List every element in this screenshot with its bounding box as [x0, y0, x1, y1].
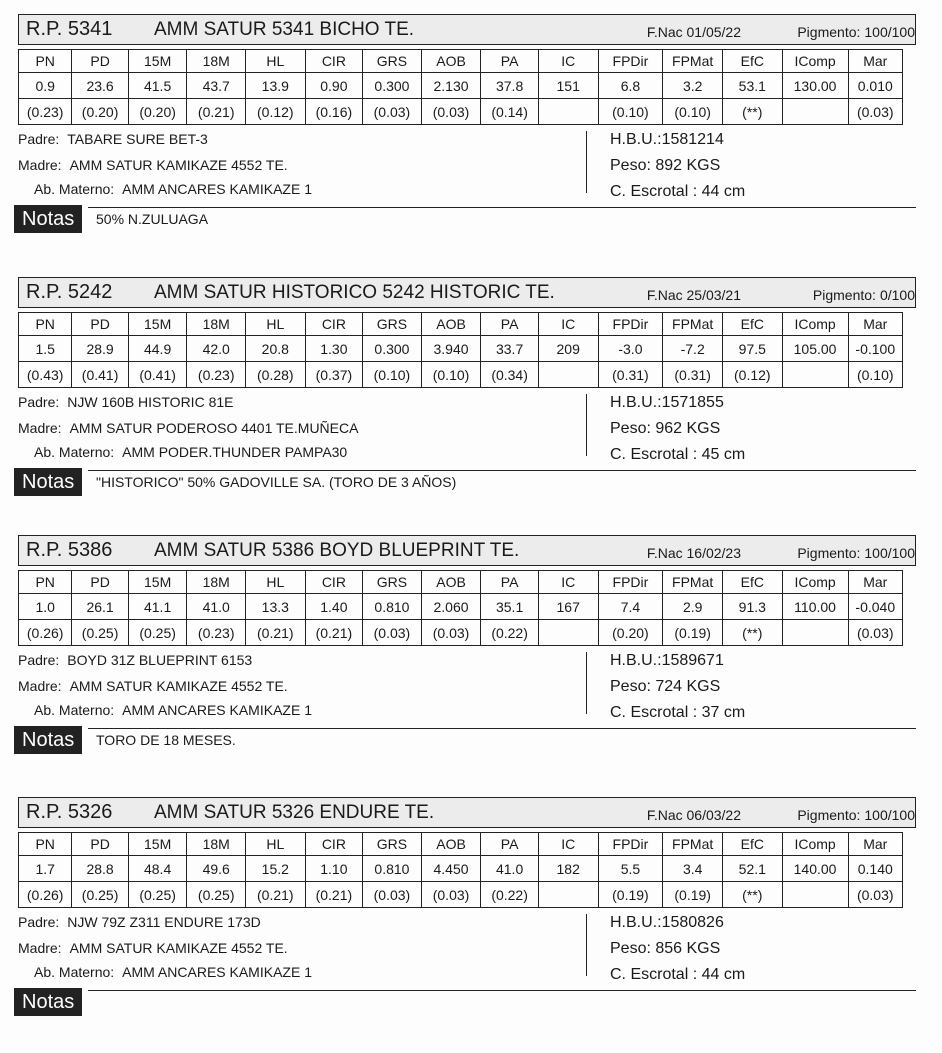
notes-row: [0, 728, 942, 762]
weight: Peso: 856 KGS: [610, 940, 721, 957]
epd-value-hl: 13.9: [245, 73, 305, 99]
pigment-label: Pigmento:: [797, 807, 861, 823]
birth-date: F.Nac 01/05/22: [646, 24, 741, 40]
epd-accuracy-ic: [538, 882, 598, 908]
record-title-bar: [18, 14, 916, 45]
epd-value-fpmat: 3.2: [663, 73, 723, 99]
epd-value-grs: 0.810: [363, 856, 422, 882]
epd-accuracy-fpdir: (0.19): [598, 882, 663, 908]
epd-header-fpmat: FPMat: [663, 50, 723, 73]
scrotal-circumference: C. Escrotal : 37 cm: [610, 704, 746, 721]
record-title-bar: [18, 797, 916, 828]
epd-accuracy-grs: (0.03): [363, 99, 422, 125]
epd-header-row: [19, 833, 903, 856]
epd-header-hl: HL: [245, 50, 305, 73]
epd-header-aob: AOB: [421, 50, 481, 73]
epd-value-grs: 0.300: [363, 336, 422, 362]
notes-divider: [88, 728, 916, 729]
epd-accuracy-efc: (0.12): [722, 362, 782, 388]
epd-value-pn: 1.5: [19, 336, 72, 362]
epd-value-icomp: 130.00: [782, 73, 848, 99]
epd-value-efc: 97.5: [722, 336, 782, 362]
epd-accuracy-hl: (0.12): [245, 99, 305, 125]
epd-header-fpdir: FPDir: [598, 313, 663, 336]
notes-divider: [88, 207, 916, 208]
pigment-label: Pigmento:: [797, 24, 861, 40]
scrotal-circumference: C. Escrotal : 45 cm: [610, 446, 746, 463]
epd-header-fpdir: FPDir: [598, 50, 663, 73]
epd-header-efc: EfC: [722, 571, 782, 594]
epd-header-fpmat: FPMat: [663, 571, 723, 594]
pigment-label: Pigmento:: [812, 287, 876, 303]
epd-values-row: [19, 336, 903, 362]
epd-value-pn: 1.7: [19, 856, 72, 882]
epd-accuracy-18m: (0.23): [187, 620, 246, 646]
rp-number: R.P. 5341: [26, 18, 113, 40]
epd-value-hl: 20.8: [245, 336, 305, 362]
epd-accuracy-hl: (0.21): [245, 882, 305, 908]
sire-line: [18, 914, 261, 930]
epd-value-18m: 42.0: [187, 336, 246, 362]
epd-value-18m: 41.0: [187, 594, 246, 620]
epd-accuracy-15m: (0.20): [128, 99, 187, 125]
notes-label: Notas: [14, 726, 82, 754]
epd-table: [18, 312, 903, 388]
maternal-grandsire-label: Ab. Materno:: [34, 444, 115, 460]
pedigree-info: [0, 388, 942, 470]
sire-line: [18, 394, 234, 410]
epd-value-pd: 28.9: [72, 336, 128, 362]
epd-value-pa: 35.1: [481, 594, 539, 620]
epd-header-pa: PA: [481, 50, 539, 73]
epd-accuracy-grs: (0.03): [363, 620, 422, 646]
epd-value-18m: 49.6: [187, 856, 246, 882]
notes-text: TORO DE 18 MESES.: [96, 732, 236, 748]
epd-header-pn: PN: [19, 50, 72, 73]
epd-header-18m: 18M: [187, 313, 246, 336]
epd-value-mar: 0.140: [848, 856, 902, 882]
epd-accuracy-row: [19, 882, 903, 908]
animal-name: AMM SATUR 5386 BOYD BLUEPRINT TE.: [154, 540, 520, 561]
epd-header-grs: GRS: [363, 571, 422, 594]
epd-accuracy-pa: (0.22): [481, 620, 539, 646]
epd-accuracy-pd: (0.25): [72, 882, 128, 908]
maternal-grandsire-line: [34, 964, 312, 980]
hbu-number: H.B.U.:1581214: [610, 131, 724, 148]
epd-value-mar: -0.040: [848, 594, 902, 620]
pedigree-info: [0, 908, 942, 990]
pigment-label: Pigmento:: [797, 545, 861, 561]
pigment: [797, 807, 915, 823]
epd-value-efc: 53.1: [722, 73, 782, 99]
epd-accuracy-row: [19, 362, 903, 388]
epd-header-fpdir: FPDir: [598, 571, 663, 594]
epd-header-cir: CIR: [305, 571, 363, 594]
epd-values-row: [19, 73, 903, 99]
epd-header-pn: PN: [19, 313, 72, 336]
epd-value-15m: 41.5: [128, 73, 187, 99]
epd-value-aob: 3.940: [421, 336, 481, 362]
info-divider: [586, 131, 587, 193]
epd-accuracy-ic: [538, 362, 598, 388]
epd-accuracy-grs: (0.10): [363, 362, 422, 388]
epd-accuracy-grs: (0.03): [363, 882, 422, 908]
sire-line: [18, 652, 252, 668]
epd-accuracy-18m: (0.23): [187, 362, 246, 388]
epd-accuracy-aob: (0.03): [421, 882, 481, 908]
notes-row: [0, 470, 942, 504]
epd-value-icomp: 105.00: [782, 336, 848, 362]
sire-label: Padre:: [18, 914, 60, 930]
pigment-value: 100/100: [864, 807, 915, 823]
epd-header-mar: Mar: [848, 313, 902, 336]
epd-accuracy-icomp: [782, 882, 848, 908]
epd-accuracy-18m: (0.25): [187, 882, 246, 908]
rp-number: R.P. 5326: [26, 801, 113, 823]
epd-header-pa: PA: [481, 313, 539, 336]
epd-header-aob: AOB: [421, 313, 481, 336]
epd-accuracy-18m: (0.21): [187, 99, 246, 125]
epd-value-15m: 44.9: [128, 336, 187, 362]
dam-label: Madre:: [18, 940, 62, 956]
notes-text: "HISTORICO" 50% GADOVILLE SA. (TORO DE 3 AÑOS): [96, 474, 457, 490]
epd-accuracy-pd: (0.20): [72, 99, 128, 125]
epd-table: [18, 832, 903, 908]
epd-header-grs: GRS: [363, 833, 422, 856]
epd-header-15m: 15M: [128, 50, 187, 73]
epd-accuracy-pd: (0.25): [72, 620, 128, 646]
epd-values-row: [19, 594, 903, 620]
epd-header-mar: Mar: [848, 833, 902, 856]
epd-accuracy-pn: (0.43): [19, 362, 72, 388]
epd-header-grs: GRS: [363, 50, 422, 73]
sire-label: Padre:: [18, 394, 60, 410]
maternal-grandsire-name: AMM ANCARES KAMIKAZE 1: [122, 702, 312, 718]
notes-label: Notas: [14, 988, 82, 1016]
maternal-grandsire-label: Ab. Materno:: [34, 964, 115, 980]
dam-line: [18, 157, 288, 173]
weight: Peso: 962 KGS: [610, 420, 721, 437]
epd-accuracy-row: [19, 620, 903, 646]
epd-value-pa: 41.0: [481, 856, 539, 882]
epd-value-fpdir: 6.8: [598, 73, 663, 99]
maternal-grandsire-name: AMM ANCARES KAMIKAZE 1: [122, 964, 312, 980]
info-divider: [586, 652, 587, 714]
pigment: [813, 287, 915, 303]
hbu-number: H.B.U.:1589671: [610, 652, 724, 669]
sire-name: TABARE SURE BET-3: [67, 131, 208, 147]
epd-value-cir: 0.90: [305, 73, 363, 99]
epd-value-cir: 1.40: [305, 594, 363, 620]
epd-header-cir: CIR: [305, 50, 363, 73]
epd-accuracy-aob: (0.10): [421, 362, 481, 388]
epd-value-pd: 23.6: [72, 73, 128, 99]
weight: Peso: 892 KGS: [610, 157, 721, 174]
epd-header-icomp: IComp: [782, 50, 848, 73]
epd-accuracy-hl: (0.21): [245, 620, 305, 646]
epd-header-pn: PN: [19, 571, 72, 594]
record-title-bar: [18, 277, 916, 308]
epd-values-row: [19, 856, 903, 882]
epd-value-icomp: 140.00: [782, 856, 848, 882]
epd-header-hl: HL: [245, 833, 305, 856]
epd-accuracy-fpdir: (0.20): [598, 620, 663, 646]
epd-header-efc: EfC: [722, 833, 782, 856]
pigment: [797, 545, 915, 561]
epd-accuracy-fpmat: (0.10): [663, 99, 723, 125]
epd-table: [18, 49, 903, 125]
sire-name: NJW 160B HISTORIC 81E: [67, 394, 234, 410]
epd-header-efc: EfC: [722, 50, 782, 73]
sire-name: NJW 79Z Z311 ENDURE 173D: [67, 914, 261, 930]
notes-divider: [88, 470, 916, 471]
epd-header-row: [19, 571, 903, 594]
pigment-value: 100/100: [864, 545, 915, 561]
animal-name: AMM SATUR 5326 ENDURE TE.: [154, 802, 435, 823]
birth-date: F.Nac 25/03/21: [646, 287, 741, 303]
maternal-grandsire-line: [34, 702, 312, 718]
epd-accuracy-mar: (0.03): [848, 99, 902, 125]
notes-row: [0, 207, 942, 241]
epd-header-ic: IC: [538, 50, 598, 73]
epd-header-cir: CIR: [305, 313, 363, 336]
epd-value-18m: 43.7: [187, 73, 246, 99]
epd-value-cir: 1.30: [305, 336, 363, 362]
epd-accuracy-15m: (0.25): [128, 620, 187, 646]
maternal-grandsire-label: Ab. Materno:: [34, 702, 115, 718]
maternal-grandsire-line: [34, 444, 347, 460]
epd-accuracy-fpdir: (0.31): [598, 362, 663, 388]
epd-header-fpmat: FPMat: [663, 313, 723, 336]
epd-value-aob: 2.130: [421, 73, 481, 99]
epd-header-18m: 18M: [187, 833, 246, 856]
rp-number: R.P. 5242: [26, 281, 113, 303]
epd-accuracy-mar: (0.03): [848, 882, 902, 908]
epd-value-fpmat: -7.2: [663, 336, 723, 362]
epd-header-pa: PA: [481, 833, 539, 856]
epd-header-fpmat: FPMat: [663, 833, 723, 856]
epd-value-ic: 209: [538, 336, 598, 362]
epd-value-pd: 28.8: [72, 856, 128, 882]
epd-value-pa: 33.7: [481, 336, 539, 362]
bull-record: [0, 14, 942, 241]
sire-name: BOYD 31Z BLUEPRINT 6153: [67, 652, 253, 668]
dam-label: Madre:: [18, 420, 62, 436]
maternal-grandsire-name: AMM PODER.THUNDER PAMPA30: [122, 444, 348, 460]
sire-label: Padre:: [18, 131, 60, 147]
epd-value-aob: 2.060: [421, 594, 481, 620]
epd-header-pd: PD: [72, 833, 128, 856]
epd-accuracy-cir: (0.37): [305, 362, 363, 388]
epd-value-aob: 4.450: [421, 856, 481, 882]
dam-label: Madre:: [18, 157, 62, 173]
epd-accuracy-icomp: [782, 362, 848, 388]
epd-header-icomp: IComp: [782, 833, 848, 856]
epd-accuracy-ic: [538, 620, 598, 646]
epd-accuracy-hl: (0.28): [245, 362, 305, 388]
epd-header-fpdir: FPDir: [598, 833, 663, 856]
notes-label: Notas: [14, 468, 82, 496]
epd-accuracy-fpdir: (0.10): [598, 99, 663, 125]
epd-accuracy-row: [19, 99, 903, 125]
epd-header-ic: IC: [538, 833, 598, 856]
epd-accuracy-pa: (0.22): [481, 882, 539, 908]
epd-value-grs: 0.300: [363, 73, 422, 99]
epd-value-grs: 0.810: [363, 594, 422, 620]
hbu-number: H.B.U.:1571855: [610, 394, 724, 411]
epd-header-hl: HL: [245, 571, 305, 594]
epd-accuracy-fpmat: (0.31): [663, 362, 723, 388]
animal-name: AMM SATUR HISTORICO 5242 HISTORIC TE.: [154, 282, 555, 303]
epd-value-15m: 41.1: [128, 594, 187, 620]
epd-header-icomp: IComp: [782, 313, 848, 336]
weight: Peso: 724 KGS: [610, 678, 721, 695]
epd-accuracy-pn: (0.23): [19, 99, 72, 125]
sire-label: Padre:: [18, 652, 60, 668]
animal-name: AMM SATUR 5341 BICHO TE.: [154, 19, 415, 40]
epd-header-row: [19, 50, 903, 73]
epd-accuracy-ic: [538, 99, 598, 125]
maternal-grandsire-name: AMM ANCARES KAMIKAZE 1: [122, 181, 312, 197]
epd-value-hl: 13.3: [245, 594, 305, 620]
epd-header-row: [19, 313, 903, 336]
notes-divider: [88, 990, 916, 991]
epd-header-ic: IC: [538, 571, 598, 594]
hbu-number: H.B.U.:1580826: [610, 914, 724, 931]
epd-value-fpmat: 3.4: [663, 856, 723, 882]
scrotal-circumference: C. Escrotal : 44 cm: [610, 183, 746, 200]
epd-header-pd: PD: [72, 313, 128, 336]
pigment-value: 0/100: [879, 287, 915, 303]
dam-name: AMM SATUR KAMIKAZE 4552 TE.: [69, 678, 288, 694]
epd-accuracy-15m: (0.25): [128, 882, 187, 908]
epd-accuracy-cir: (0.16): [305, 99, 363, 125]
dam-line: [18, 678, 288, 694]
epd-accuracy-cir: (0.21): [305, 620, 363, 646]
epd-accuracy-15m: (0.41): [128, 362, 187, 388]
birth-date: F.Nac 06/03/22: [646, 807, 741, 823]
birth-date: F.Nac 16/02/23: [646, 545, 741, 561]
notes-text: 50% N.ZULUAGA: [96, 211, 209, 227]
pedigree-info: [0, 125, 942, 207]
rp-number: R.P. 5386: [26, 539, 113, 561]
epd-value-fpdir: 5.5: [598, 856, 663, 882]
epd-header-ic: IC: [538, 313, 598, 336]
epd-header-pn: PN: [19, 833, 72, 856]
bull-record: [0, 797, 942, 1024]
epd-accuracy-fpmat: (0.19): [663, 620, 723, 646]
epd-accuracy-pa: (0.34): [481, 362, 539, 388]
maternal-grandsire-label: Ab. Materno:: [34, 181, 115, 197]
epd-header-15m: 15M: [128, 833, 187, 856]
bull-record: [0, 277, 942, 504]
epd-accuracy-mar: (0.03): [848, 620, 902, 646]
epd-header-18m: 18M: [187, 571, 246, 594]
epd-header-pa: PA: [481, 571, 539, 594]
epd-header-grs: GRS: [363, 313, 422, 336]
epd-accuracy-mar: (0.10): [848, 362, 902, 388]
epd-value-fpdir: 7.4: [598, 594, 663, 620]
epd-header-15m: 15M: [128, 313, 187, 336]
scrotal-circumference: C. Escrotal : 44 cm: [610, 966, 746, 983]
epd-table: [18, 570, 903, 646]
epd-value-ic: 182: [538, 856, 598, 882]
epd-value-mar: 0.010: [848, 73, 902, 99]
epd-value-ic: 167: [538, 594, 598, 620]
epd-accuracy-cir: (0.21): [305, 882, 363, 908]
maternal-grandsire-line: [34, 181, 312, 197]
pedigree-info: [0, 646, 942, 728]
epd-accuracy-pa: (0.14): [481, 99, 539, 125]
epd-header-hl: HL: [245, 313, 305, 336]
epd-value-icomp: 110.00: [782, 594, 848, 620]
dam-name: AMM SATUR KAMIKAZE 4552 TE.: [69, 940, 288, 956]
dam-name: AMM SATUR PODEROSO 4401 TE.MUÑECA: [69, 420, 359, 436]
dam-line: [18, 940, 288, 956]
epd-value-fpmat: 2.9: [663, 594, 723, 620]
epd-value-pd: 26.1: [72, 594, 128, 620]
epd-accuracy-pn: (0.26): [19, 882, 72, 908]
epd-value-efc: 52.1: [722, 856, 782, 882]
epd-header-pd: PD: [72, 50, 128, 73]
bull-record: [0, 535, 942, 762]
epd-header-icomp: IComp: [782, 571, 848, 594]
epd-header-mar: Mar: [848, 50, 902, 73]
epd-header-pd: PD: [72, 571, 128, 594]
epd-header-efc: EfC: [722, 313, 782, 336]
epd-accuracy-aob: (0.03): [421, 620, 481, 646]
notes-row: [0, 990, 942, 1024]
epd-value-cir: 1.10: [305, 856, 363, 882]
epd-value-efc: 91.3: [722, 594, 782, 620]
epd-value-ic: 151: [538, 73, 598, 99]
epd-accuracy-efc: (**): [722, 99, 782, 125]
dam-label: Madre:: [18, 678, 62, 694]
info-divider: [586, 914, 587, 976]
epd-header-15m: 15M: [128, 571, 187, 594]
epd-accuracy-pn: (0.26): [19, 620, 72, 646]
epd-value-pa: 37.8: [481, 73, 539, 99]
epd-accuracy-icomp: [782, 99, 848, 125]
epd-header-18m: 18M: [187, 50, 246, 73]
epd-value-pn: 1.0: [19, 594, 72, 620]
pigment: [797, 24, 915, 40]
dam-name: AMM SATUR KAMIKAZE 4552 TE.: [69, 157, 288, 173]
epd-value-hl: 15.2: [245, 856, 305, 882]
info-divider: [586, 394, 587, 456]
epd-value-pn: 0.9: [19, 73, 72, 99]
epd-accuracy-aob: (0.03): [421, 99, 481, 125]
pigment-value: 100/100: [864, 24, 915, 40]
epd-accuracy-efc: (**): [722, 620, 782, 646]
epd-header-aob: AOB: [421, 833, 481, 856]
epd-header-mar: Mar: [848, 571, 902, 594]
epd-accuracy-efc: (**): [722, 882, 782, 908]
epd-value-15m: 48.4: [128, 856, 187, 882]
epd-value-fpdir: -3.0: [598, 336, 663, 362]
dam-line: [18, 420, 358, 436]
epd-header-aob: AOB: [421, 571, 481, 594]
epd-accuracy-pd: (0.41): [72, 362, 128, 388]
sire-line: [18, 131, 208, 147]
notes-label: Notas: [14, 205, 82, 233]
epd-accuracy-fpmat: (0.19): [663, 882, 723, 908]
epd-accuracy-icomp: [782, 620, 848, 646]
record-title-bar: [18, 535, 916, 566]
epd-header-cir: CIR: [305, 833, 363, 856]
epd-value-mar: -0.100: [848, 336, 902, 362]
